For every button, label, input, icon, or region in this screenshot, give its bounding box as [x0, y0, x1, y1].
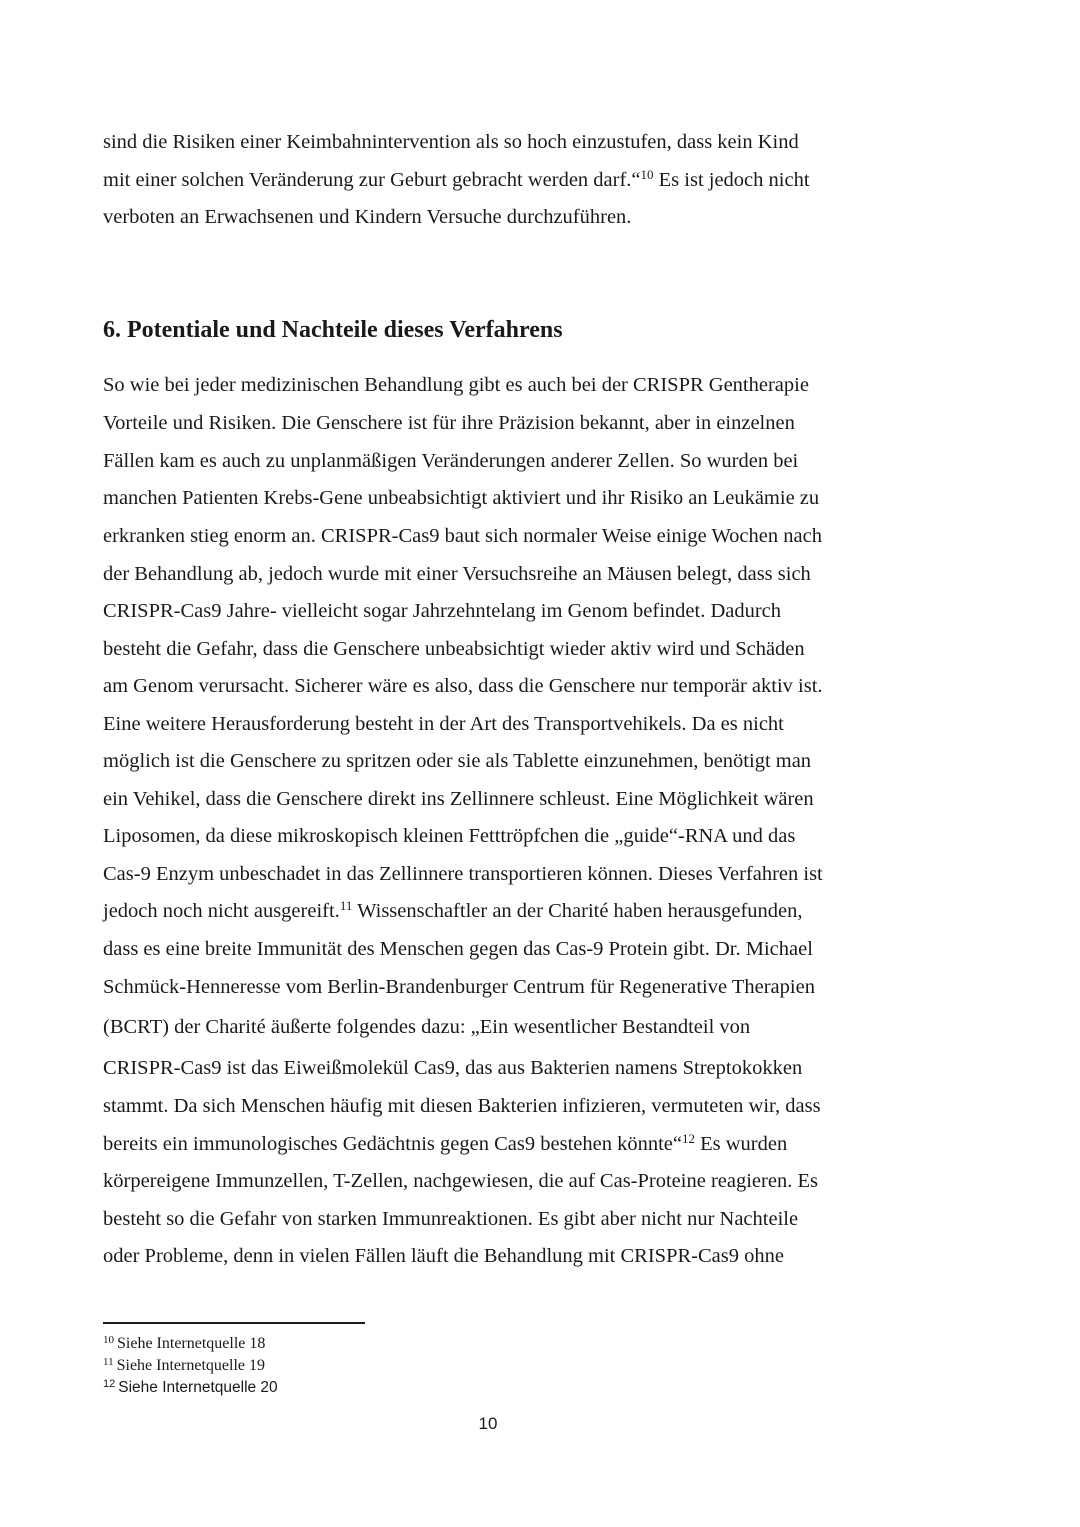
- intro-line-2-text: mit einer solchen Veränderung zur Geburt gebracht werden darf.“: [103, 169, 641, 191]
- body-line: So wie bei jeder medizinischen Behandlung gibt es auch bei der CRISPR Gentherapie: [103, 374, 809, 396]
- body-line: besteht so die Gefahr von starken Immunreaktionen. Es gibt aber nicht nur Nachteile: [103, 1208, 799, 1230]
- footnote-text: Siehe Internetquelle 18: [117, 1335, 266, 1352]
- body-line-tail: Wissenschaftler an der Charité haben herausgefunden,: [352, 900, 803, 922]
- body-line: besteht die Gefahr, dass die Genschere unbeabsichtigt wieder aktiv wird und Schäden: [103, 638, 805, 660]
- body-line: der Behandlung ab, jedoch wurde mit einer Versuchsreihe an Mäusen belegt, dass sich: [103, 563, 811, 585]
- footnote-ref-11[interactable]: 11: [339, 898, 353, 913]
- footnote-text: Siehe Internetquelle 19: [116, 1357, 265, 1374]
- body-line: ein Vehikel, dass die Genschere direkt ins Zellinnere schleust. Eine Möglichkeit wären: [103, 788, 814, 810]
- footnote-10: [103, 1334, 265, 1354]
- body-line: [103, 1131, 787, 1157]
- body-line: CRISPR-Cas9 Jahre- vielleicht sogar Jahrzehntelang im Genom befindet. Dadurch: [103, 600, 782, 622]
- body-line: erkranken stieg enorm an. CRISPR-Cas9 baut sich normaler Weise einige Wochen nach: [103, 525, 822, 547]
- footnote-ref-10[interactable]: 10: [640, 167, 654, 182]
- footnote-number: 12: [103, 1378, 116, 1390]
- body-line-text: bereits ein immunologisches Gedächtnis gegen Cas9 bestehen könnte“: [103, 1133, 682, 1155]
- body-line: stammt. Da sich Menschen häufig mit diesen Bakterien infizieren, vermuteten wir, dass: [103, 1095, 821, 1117]
- body-line: Schmück-Henneresse vom Berlin-Brandenburger Centrum für Regenerative Therapien: [103, 976, 815, 998]
- body-line: Eine weitere Herausforderung besteht in der Art des Transportvehikels. Da es nicht: [103, 713, 784, 735]
- page-number: 10: [478, 1414, 498, 1433]
- body-line: Liposomen, da diese mikroskopisch kleinen Fetttröpfchen die „guide“-RNA und das: [103, 825, 796, 847]
- body-line: (BCRT) der Charité äußerte folgendes dazu: „Ein wesentlicher Bestandteil von: [103, 1016, 751, 1038]
- footnote-separator: [103, 1322, 365, 1324]
- body-line: manchen Patienten Krebs-Gene unbeabsichtigt aktiviert und ihr Risiko an Leukämie zu: [103, 487, 820, 509]
- body-line: möglich ist die Genschere zu spritzen oder sie als Tablette einzunehmen, benötigt man: [103, 750, 812, 772]
- body-line: dass es eine breite Immunität des Menschen gegen das Cas-9 Protein gibt. Dr. Michael: [103, 938, 813, 960]
- intro-line-1: sind die Risiken einer Keimbahnintervention als so hoch einzustufen, dass kein Kind: [103, 131, 799, 153]
- body-line: am Genom verursacht. Sicherer wäre es also, dass die Genschere nur temporär aktiv ist.: [103, 675, 823, 697]
- body-line: oder Probleme, denn in vielen Fällen läuft die Behandlung mit CRISPR-Cas9 ohne: [103, 1245, 784, 1267]
- footnote-ref-12[interactable]: 12: [681, 1131, 695, 1146]
- footnote-11: [103, 1356, 265, 1376]
- intro-line-3: verboten an Erwachsenen und Kindern Versuche durchzuführen.: [103, 206, 632, 228]
- footnote-number: 11: [103, 1356, 114, 1368]
- body-line: körpereigene Immunzellen, T-Zellen, nachgewiesen, die auf Cas-Proteine reagieren. Es: [103, 1170, 818, 1192]
- section-heading: 6. Potentiale und Nachteile dieses Verfahrens: [103, 317, 563, 343]
- intro-line-2: [103, 167, 810, 193]
- footnote-number: 10: [103, 1334, 114, 1346]
- body-line: Cas-9 Enzym unbeschadet in das Zellinnere transportieren können. Dieses Verfahren ist: [103, 863, 823, 885]
- body-line: Fällen kam es auch zu unplanmäßigen Veränderungen anderer Zellen. So wurden bei: [103, 450, 799, 472]
- body-line: CRISPR-Cas9 ist das Eiweißmolekül Cas9, das aus Bakterien namens Streptokokken: [103, 1057, 803, 1079]
- footnote-text: Siehe Internetquelle 20: [118, 1379, 278, 1396]
- body-line-tail: Es wurden: [694, 1133, 788, 1155]
- body-line-text: jedoch noch nicht ausgereift.: [103, 900, 340, 922]
- body-line: Vorteile und Risiken. Die Genschere ist für ihre Präzision bekannt, aber in einzelnen: [103, 412, 795, 434]
- body-line: [103, 898, 803, 924]
- intro-line-2-tail: Es ist jedoch nicht: [653, 169, 810, 191]
- footnote-12: [103, 1378, 278, 1398]
